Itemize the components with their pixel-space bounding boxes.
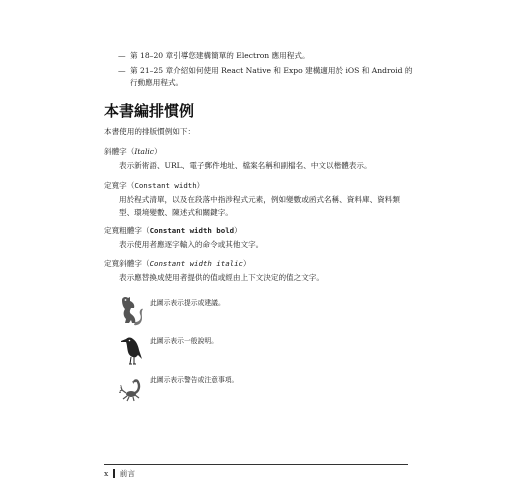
term-sample: Constant width: [134, 181, 197, 190]
term-label: 定寬粗體字（: [104, 226, 150, 235]
tip-note: [118, 295, 398, 329]
term-close: ）: [154, 147, 162, 156]
footer-separator: [113, 469, 115, 478]
section-name: 前言: [119, 469, 135, 478]
list-item: [118, 65, 418, 89]
term-label: 定寬斜體字（: [104, 259, 150, 268]
list-dash: —: [118, 51, 126, 60]
page-footer: [104, 468, 135, 479]
note-text: 此圖示表示提示或建議。: [150, 299, 225, 307]
term-description: 表示使用者應逐字輸入的命令或其他文字。: [119, 240, 264, 249]
section-heading: 本書編排慣例: [104, 102, 195, 120]
term-sample: Constant width italic: [149, 259, 244, 268]
term-italic: [104, 146, 162, 157]
note-text: 此圖示表示警告或注意事項。: [150, 376, 239, 384]
term-sample: Italic: [134, 147, 155, 156]
lemur-icon: [118, 295, 144, 327]
term-label: 定寬字（: [104, 181, 135, 190]
crow-icon: [118, 333, 144, 365]
term-description: 用於程式清單，以及在段落中指涉程式元素，例如變數或函式名稱、資料庫、資料類型、環境變數、陳述式和關鍵字。: [119, 195, 400, 217]
list-item: [118, 50, 418, 62]
term-close: ）: [243, 259, 251, 268]
list-dash: —: [118, 66, 126, 75]
scorpion-icon: [118, 372, 144, 404]
term-constant-width-bold: [104, 225, 242, 236]
note-text: 此圖示表示一般說明。: [150, 337, 218, 345]
warning-note: [118, 372, 398, 406]
term-close: ）: [196, 181, 205, 190]
page-number: x: [104, 469, 109, 478]
term-close: ）: [234, 226, 242, 235]
general-note: [118, 333, 398, 367]
term-constant-width: [104, 180, 204, 191]
list-item-text: 第 18–20 章引導您建構簡單的 Electron 應用程式。: [130, 51, 310, 60]
term-constant-width-italic: [104, 258, 251, 269]
term-description: 表示新術語、URL、電子郵件地址、檔案名稱和副檔名、中文以楷體表示。: [119, 161, 372, 170]
term-label: 斜體字（: [104, 147, 135, 156]
intro-text: 本書使用的排版慣例如下：: [104, 127, 196, 136]
term-description: 表示應替換成使用者提供的值或經由上下文決定的值之文字。: [119, 273, 325, 282]
footer-rule: [104, 464, 408, 465]
term-sample: Constant width bold: [149, 226, 235, 235]
chapter-list: [118, 50, 418, 92]
list-item-text: 第 21–25 章介紹如何使用 React Native 和 Expo 建構適用於 iOS 和 Android 的行動應用程式。: [130, 66, 413, 87]
